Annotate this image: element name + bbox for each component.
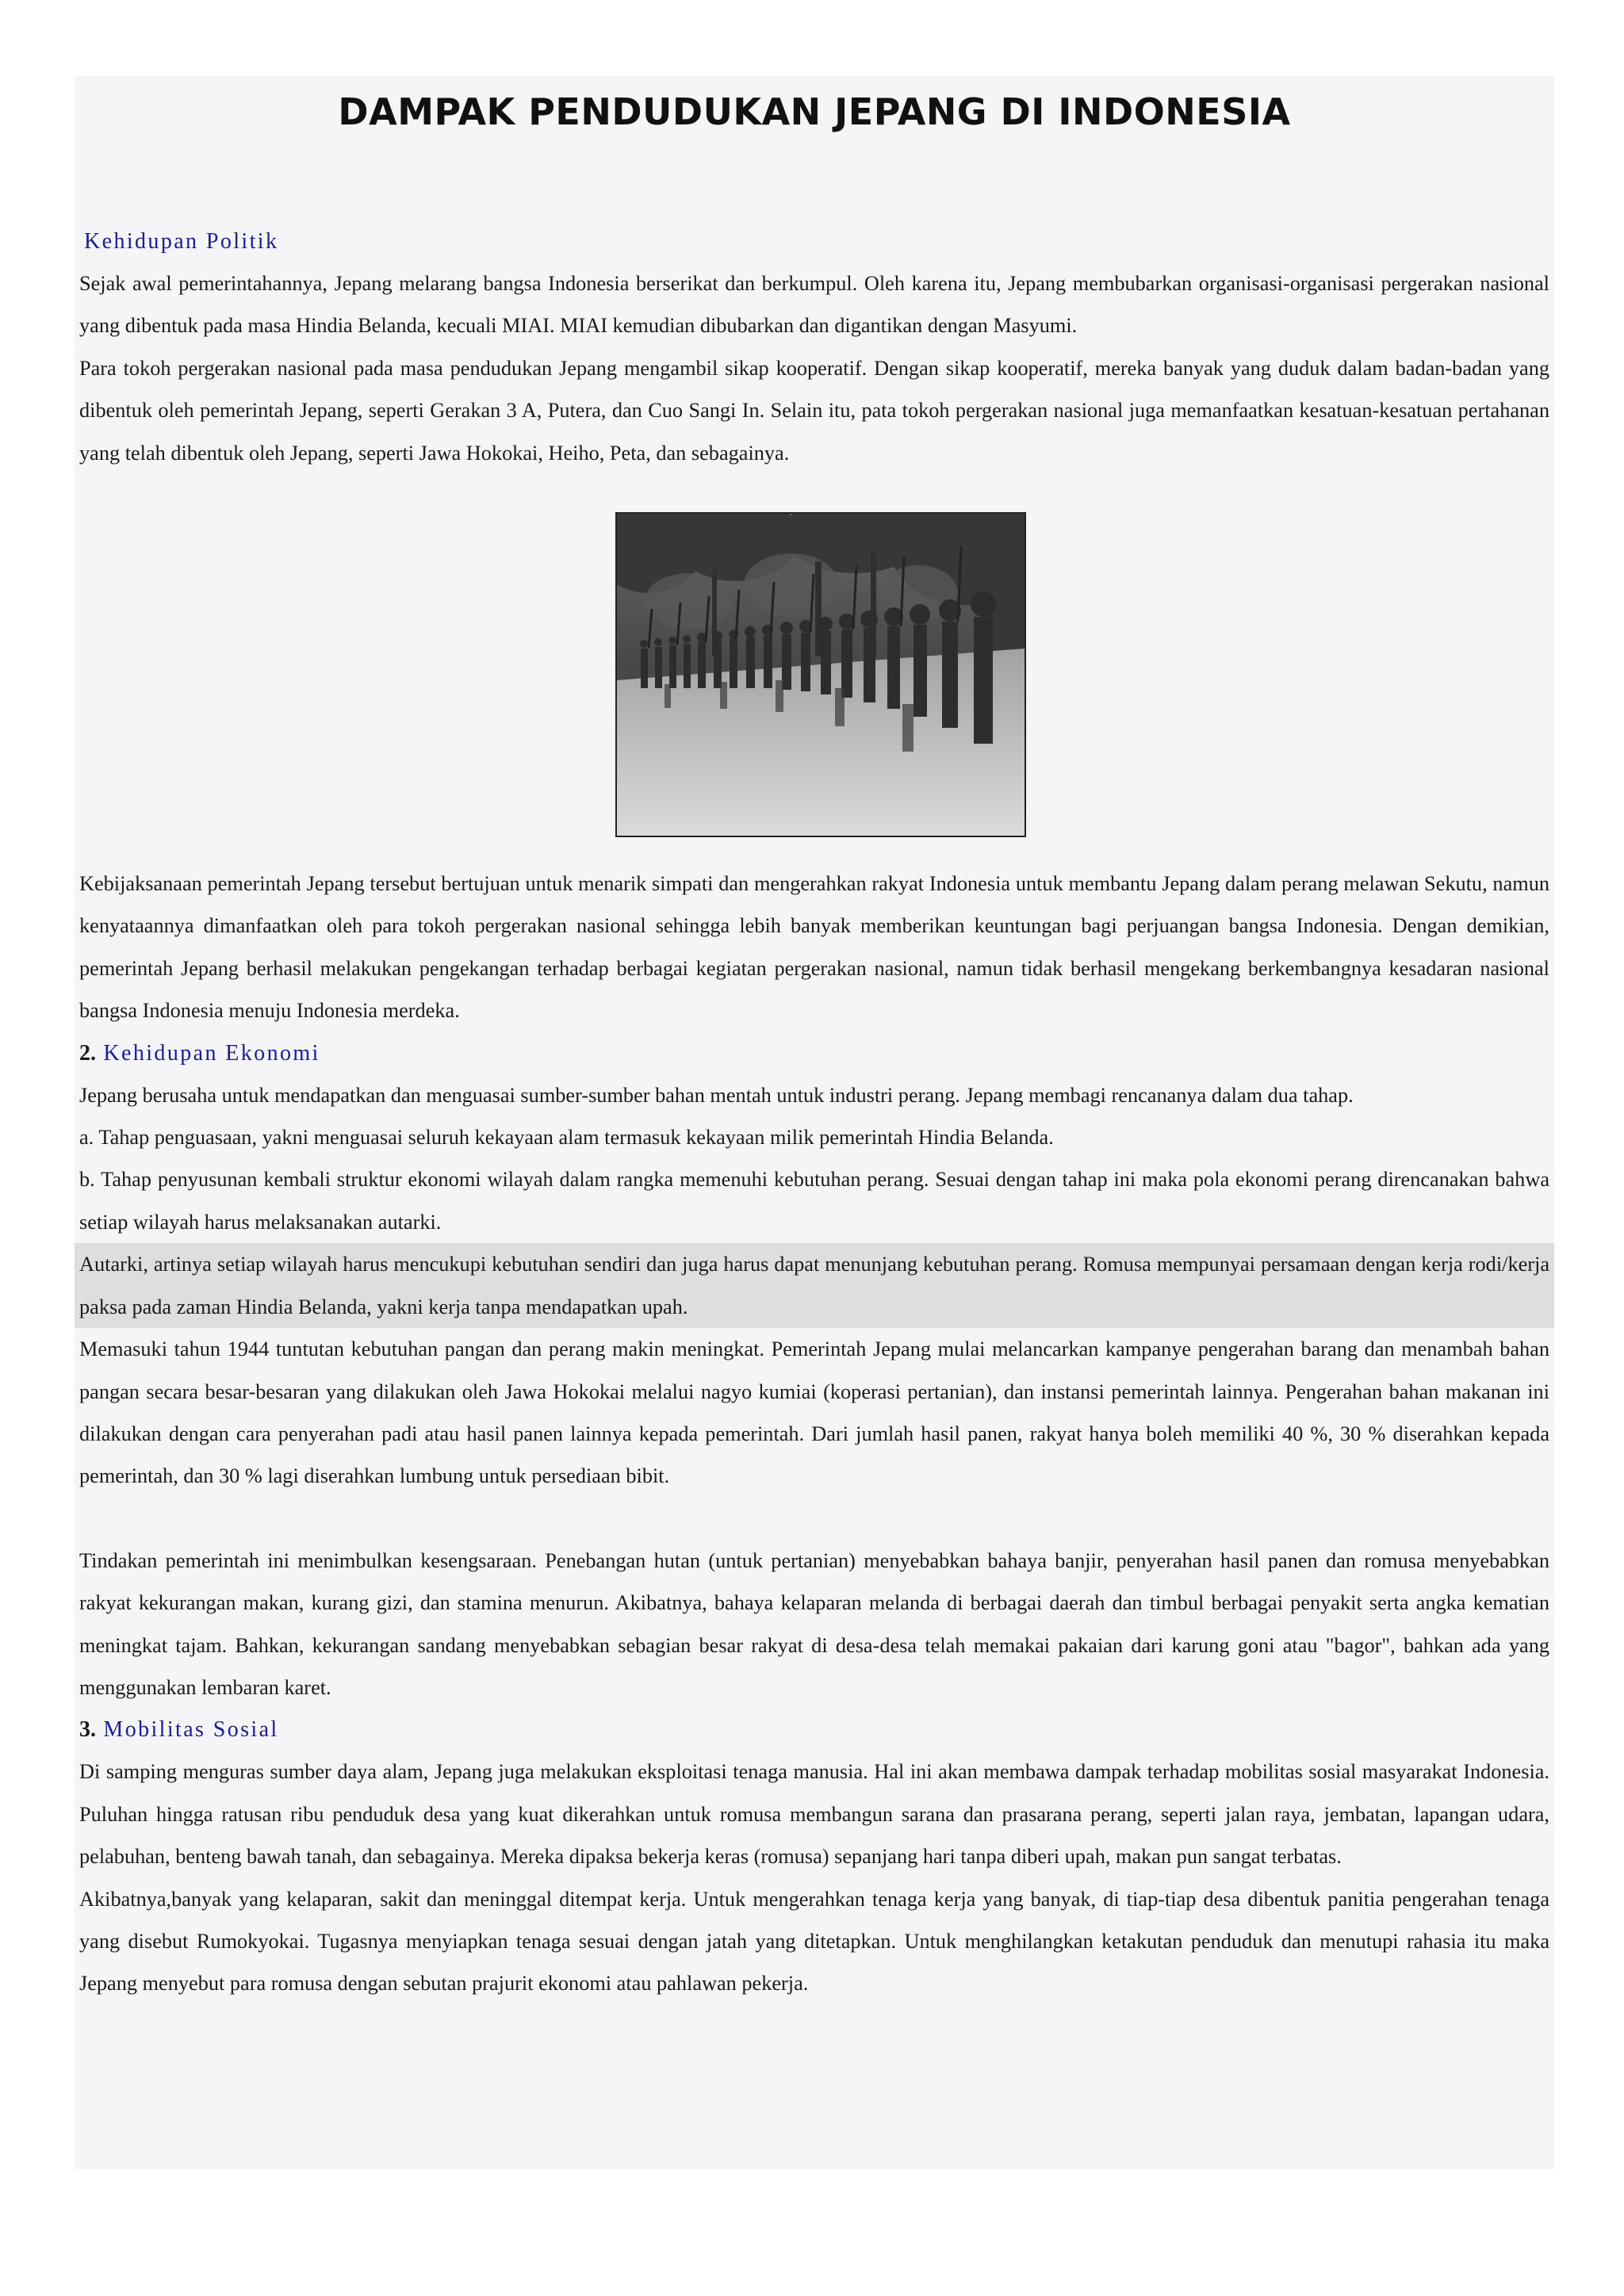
marching-soldiers-photo	[615, 512, 1026, 837]
politik-paragraph-3: Kebijaksanaan pemerintah Jepang tersebut bertujuan untuk menarik simpati dan mengerahkan rakyat Indonesia untuk membantu Jepang dalam perang melawan Sekutu, namun kenyataannya dimanfaatkan oleh para tokoh pergerakan nasional sehingga lebih banyak memberikan keuntungan bagi perjuangan bangsa Indonesia. Dengan demikian, pemerintah Jepang berhasil melakukan pengekangan terhadap berbagai kegiatan pergerakan nasional, namun tidak berhasil mengekang berkembangnya kesadaran nasional bangsa Indonesia menuju Indonesia merdeka.	[79, 872, 1549, 1023]
page-title: DAMPAK PENDUDUKAN JEPANG DI INDONESIA	[338, 90, 1291, 133]
section-heading-ekonomi-label: Kehidupan Ekonomi	[103, 1040, 320, 1066]
section-heading-politik-label: Kehidupan Politik	[84, 229, 279, 254]
ekonomi-paragraph-1: Jepang berusaha untuk mendapatkan dan menguasai sumber-sumber bahan mentah untuk industri perang. Jepang membagi rencananya dalam dua tahap.	[79, 1083, 1354, 1107]
paragraph-gap	[79, 1498, 1549, 1540]
document-page	[75, 76, 1554, 2169]
section-number-sosial: 3.	[79, 1717, 96, 1743]
sosial-paragraph-1: Di samping menguras sumber daya alam, Jepang juga melakukan eksploitasi tenaga manusia. Hal ini akan membawa dampak terhadap mobilitas sosial masyarakat Indonesia. Puluhan hingga ratusan ribu penduduk desa yang kuat dikerahkan untuk romusa membangun sarana dan prasarana perang, seperti jalan raya, jembatan, lapangan udara, pelabuhan, benteng bawah tanah, dan sebagainya. Mereka dipaksa bekerja keras (romusa) sepanjang hari tanpa diberi upah, makan pun sangat terbatas.	[79, 1760, 1549, 1869]
ekonomi-paragraph-6: Tindakan pemerintah ini menimbulkan kesengsaraan. Penebangan hutan (untuk pertanian) menyebabkan bahaya banjir, penyerahan hasil panen dan romusa menyebabkan rakyat kekurangan makan, kurang gizi, dan stamina menurun. Akibatnya, bahaya kelaparan melanda di berbagai daerah dan timbul berbagai penyakit serta angka kematian meningkat tajam. Bahkan, kekurangan sandang menyebabkan sebagian besar rakyat di desa-desa telah memakai pakaian dari karung goni atau "bagor", bahkan ada yang menggunakan lembaran karet.	[79, 1548, 1549, 1699]
politik-paragraph-1: Sejak awal pemerintahannya, Jepang melarang bangsa Indonesia berserikat dan berkumpul. Oleh karena itu, Jepang membubarkan organisasi-organisasi pergerakan nasional yang dibentuk pada masa Hindia Belanda, kecuali MIAI. MIAI kemudian dibubarkan dan digantikan dengan Masyumi.	[79, 272, 1549, 338]
ekonomi-paragraph-4-highlight: Autarki, artinya setiap wilayah harus mencukupi kebutuhan sendiri dan juga harus dapat menunjang kebutuhan perang. Romusa mempunyai persamaan dengan kerja rodi/kerja paksa pada zaman Hindia Belanda, yakni kerja tanpa mendapatkan upah.	[75, 1243, 1554, 1328]
photo-container	[79, 512, 1549, 837]
ekonomi-paragraph-3: b. Tahap penyusunan kembali struktur ekonomi wilayah dalam rangka memenuhi kebutuhan perang. Sesuai dengan tahap ini maka pola ekonomi perang direncanakan bahwa setiap wilayah harus melaksanakan autarki.	[79, 1168, 1549, 1234]
section-number-ekonomi: 2.	[79, 1040, 96, 1066]
ekonomi-paragraph-5: Memasuki tahun 1944 tuntutan kebutuhan pangan dan perang makin meningkat. Pemerintah Jepang mulai melancarkan kampanye pengerahan barang dan menambah bahan pangan secara besar-besaran yang dilakukan oleh Jawa Hokokai melalui nagyo kumiai (koperasi pertanian), dan instansi pemerintah lainnya. Pengerahan bahan makanan ini dilakukan dengan cara penyerahan padi atau hasil panen lainnya kepada pemerintah. Dari jumlah hasil panen, rakyat hanya boleh memiliki 40 %, 30 % diserahkan kepada pemerintah, dan 30 % lagi diserahkan lumbung untuk persediaan bibit.	[79, 1337, 1549, 1488]
ekonomi-paragraph-2: a. Tahap penguasaan, yakni menguasai seluruh kekayaan alam termasuk kekayaan milik pemerintah Hindia Belanda.	[79, 1126, 1054, 1150]
section-heading-politik	[79, 220, 1549, 262]
section-heading-sosial-label: Mobilitas Sosial	[103, 1717, 279, 1743]
sosial-paragraph-2: Akibatnya,banyak yang kelaparan, sakit dan meninggal ditempat kerja. Untuk mengerahkan tenaga kerja yang banyak, di tiap-tiap desa dibentuk panitia pengerahan tenaga yang disebut Rumokyokai. Tugasnya menyiapkan tenaga sesuai dengan jatah yang ditetapkan. Untuk menghilangkan ketakutan penduduk dan menutupi rahasia itu maka Jepang menyebut para romusa dengan sebutan prajurit ekonomi atau pahlawan pekerja.	[79, 1887, 1549, 1996]
section-heading-sosial	[79, 1709, 1549, 1751]
politik-paragraph-2: Para tokoh pergerakan nasional pada masa pendudukan Jepang mengambil sikap kooperatif. Dengan sikap kooperatif, mereka banyak yang duduk dalam badan-badan yang dibentuk oleh pemerintah Jepang, seperti Gerakan 3 A, Putera, dan Cuo Sangi In. Selain itu, pata tokoh pergerakan nasional juga memanfaatkan kesatuan-kesatuan pertahanan yang telah dibentuk oleh Jepang, seperti Jawa Hokokai, Heiho, Peta, dan sebagainya.	[79, 356, 1549, 465]
section-heading-ekonomi	[79, 1032, 1549, 1074]
